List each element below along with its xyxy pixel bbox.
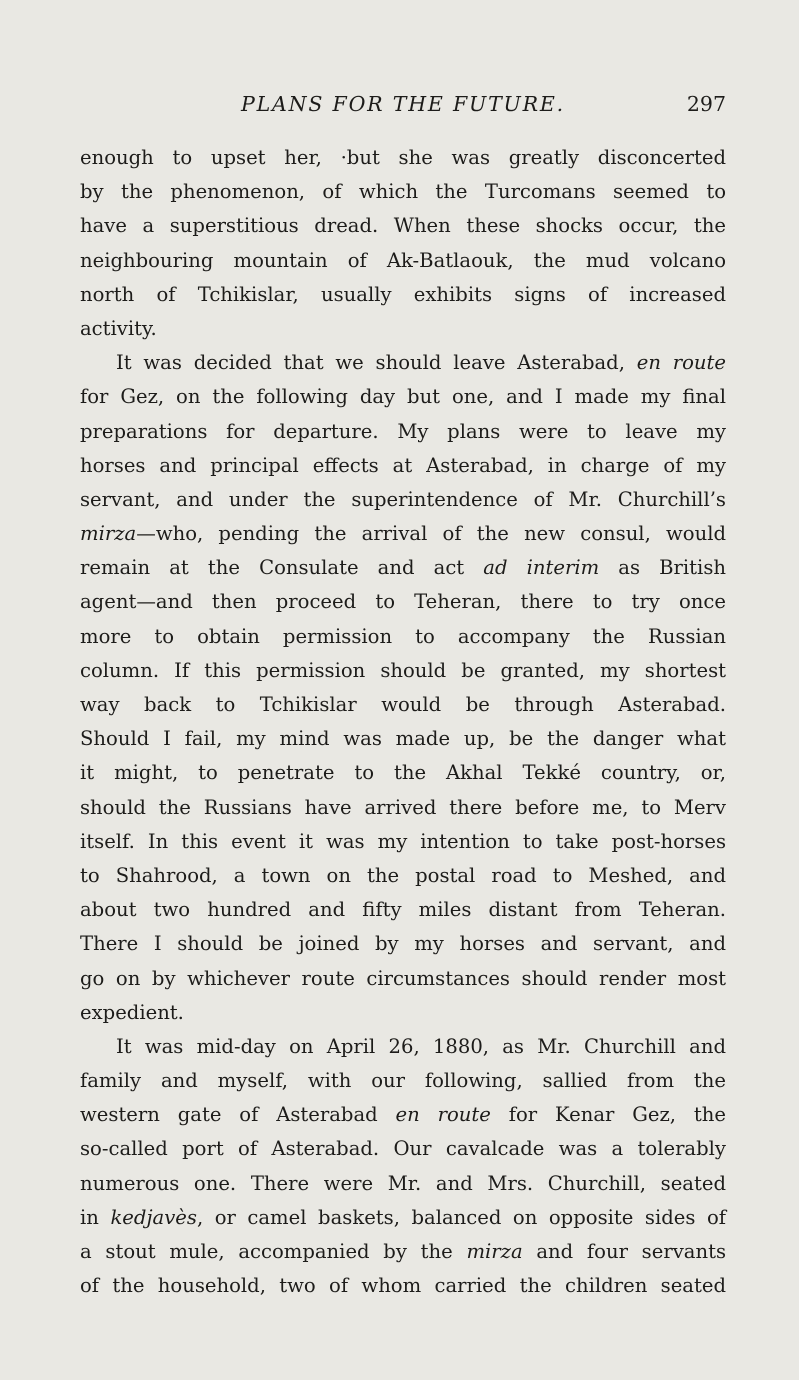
text-span: north of Tchikislar, usually exhibits signs of increased	[80, 282, 726, 306]
text-line	[80, 1269, 726, 1303]
text-line	[80, 449, 726, 483]
italic-text: en route	[636, 351, 727, 375]
page-header	[80, 92, 726, 128]
text-line	[80, 722, 726, 756]
text-line	[80, 380, 726, 414]
text-line	[80, 927, 726, 961]
text-span: by the phenomenon, of which the Turcomans seemed to	[80, 180, 726, 204]
text-span: neighbouring mountain of Ak-Batlaouk, the mud volcano	[80, 248, 726, 272]
text-span: about two hundred and fifty miles distant from Teheran.	[80, 898, 726, 922]
text-span: servant, and under the superintendence of Mr. Churchill’s	[80, 487, 726, 511]
text-line	[80, 962, 726, 996]
text-line	[80, 312, 726, 346]
text-span: it might, to penetrate to the Akhal Tekké country, or,	[80, 761, 726, 785]
text-span: Should I fail, my mind was made up, be the danger what	[80, 727, 726, 751]
text-span: to Shahrood, a town on the postal road to Meshed, and	[80, 863, 726, 887]
text-span: for Gez, on the following day but one, and I made my final	[80, 385, 726, 409]
text-span: expedient.	[80, 1000, 184, 1024]
text-span: for Kenar Gez, the	[490, 1103, 726, 1127]
text-line	[80, 278, 726, 312]
text-span: preparations for departure. My plans were to leave my	[80, 419, 726, 443]
text-line	[80, 893, 726, 927]
text-line	[80, 825, 726, 859]
text-line	[80, 415, 726, 449]
italic-text: kedjavès	[110, 1205, 197, 1229]
text-span: itself. In this event it was my intention to take post-horses	[80, 829, 726, 853]
text-span: have a superstitious dread. When these shocks occur, the	[80, 214, 726, 238]
text-span: so-called port of Asterabad. Our cavalcade was a tolerably	[80, 1137, 726, 1161]
text-span: It was decided that we should leave Asterabad,	[116, 351, 637, 375]
text-line	[80, 688, 726, 722]
text-span: as British	[599, 556, 726, 580]
text-span: column. If this permission should be granted, my shortest	[80, 658, 726, 682]
text-line	[80, 756, 726, 790]
italic-text: mirza	[80, 522, 137, 546]
text-span: a stout mule, accompanied by the	[80, 1240, 467, 1263]
text-line	[80, 1030, 726, 1064]
text-line	[80, 551, 726, 585]
text-span: family and myself, with our following, sallied from the	[80, 1069, 726, 1093]
text-line	[80, 791, 726, 825]
text-span: in	[80, 1205, 111, 1229]
text-line	[80, 1064, 726, 1098]
text-line	[80, 996, 726, 1030]
text-span: more to obtain permission to accompany the Russian	[80, 624, 726, 648]
text-line	[80, 141, 726, 175]
text-span: There I should be joined by my horses and servant, and	[80, 932, 726, 956]
text-span: western gate of Asterabad	[80, 1103, 396, 1127]
text-line	[80, 654, 726, 688]
text-line	[80, 1235, 726, 1269]
text-line	[80, 175, 726, 209]
text-line	[80, 620, 726, 654]
text-span: remain at the Consulate and act	[80, 556, 484, 580]
italic-text: en route	[395, 1103, 491, 1127]
text-line	[80, 1132, 726, 1166]
text-line	[80, 517, 726, 551]
body-text	[80, 141, 726, 1303]
text-span: should the Russians have arrived there before me, to Merv	[80, 795, 726, 819]
text-span: —who, pending the arrival of the new consul, would	[136, 522, 726, 546]
page-number: 297	[686, 92, 726, 116]
text-line	[80, 209, 726, 243]
text-line	[80, 483, 726, 517]
text-line	[80, 1098, 726, 1132]
text-line	[80, 1167, 726, 1201]
text-span: enough to upset her, ·but she was greatly disconcerted	[80, 146, 726, 169]
italic-text: ad interim	[483, 556, 600, 580]
italic-text: mirza	[466, 1240, 523, 1263]
text-span: , or camel baskets, balanced on opposite sides of	[196, 1205, 726, 1229]
text-span: numerous one. There were Mr. and Mrs. Churchill, seated	[80, 1171, 726, 1195]
running-title: PLANS FOR THE FUTURE.	[241, 92, 565, 116]
text-span: of the household, two of whom carried the children seated	[80, 1274, 726, 1298]
text-span: It was mid-day on April 26, 1880, as Mr. Churchill and	[116, 1034, 726, 1058]
text-line	[80, 346, 726, 380]
text-span: and four servants	[522, 1240, 726, 1263]
text-line	[80, 585, 726, 619]
text-span: activity.	[80, 316, 157, 340]
text-span: agent—and then proceed to Teheran, there to try once	[80, 590, 726, 614]
text-line	[80, 859, 726, 893]
text-line	[80, 244, 726, 278]
text-span: horses and principal effects at Asterabad, in charge of my	[80, 453, 726, 477]
text-span: go on by whichever route circumstances should render most	[80, 966, 726, 990]
text-line	[80, 1201, 726, 1235]
text-span: way back to Tchikislar would be through Asterabad.	[80, 693, 726, 716]
